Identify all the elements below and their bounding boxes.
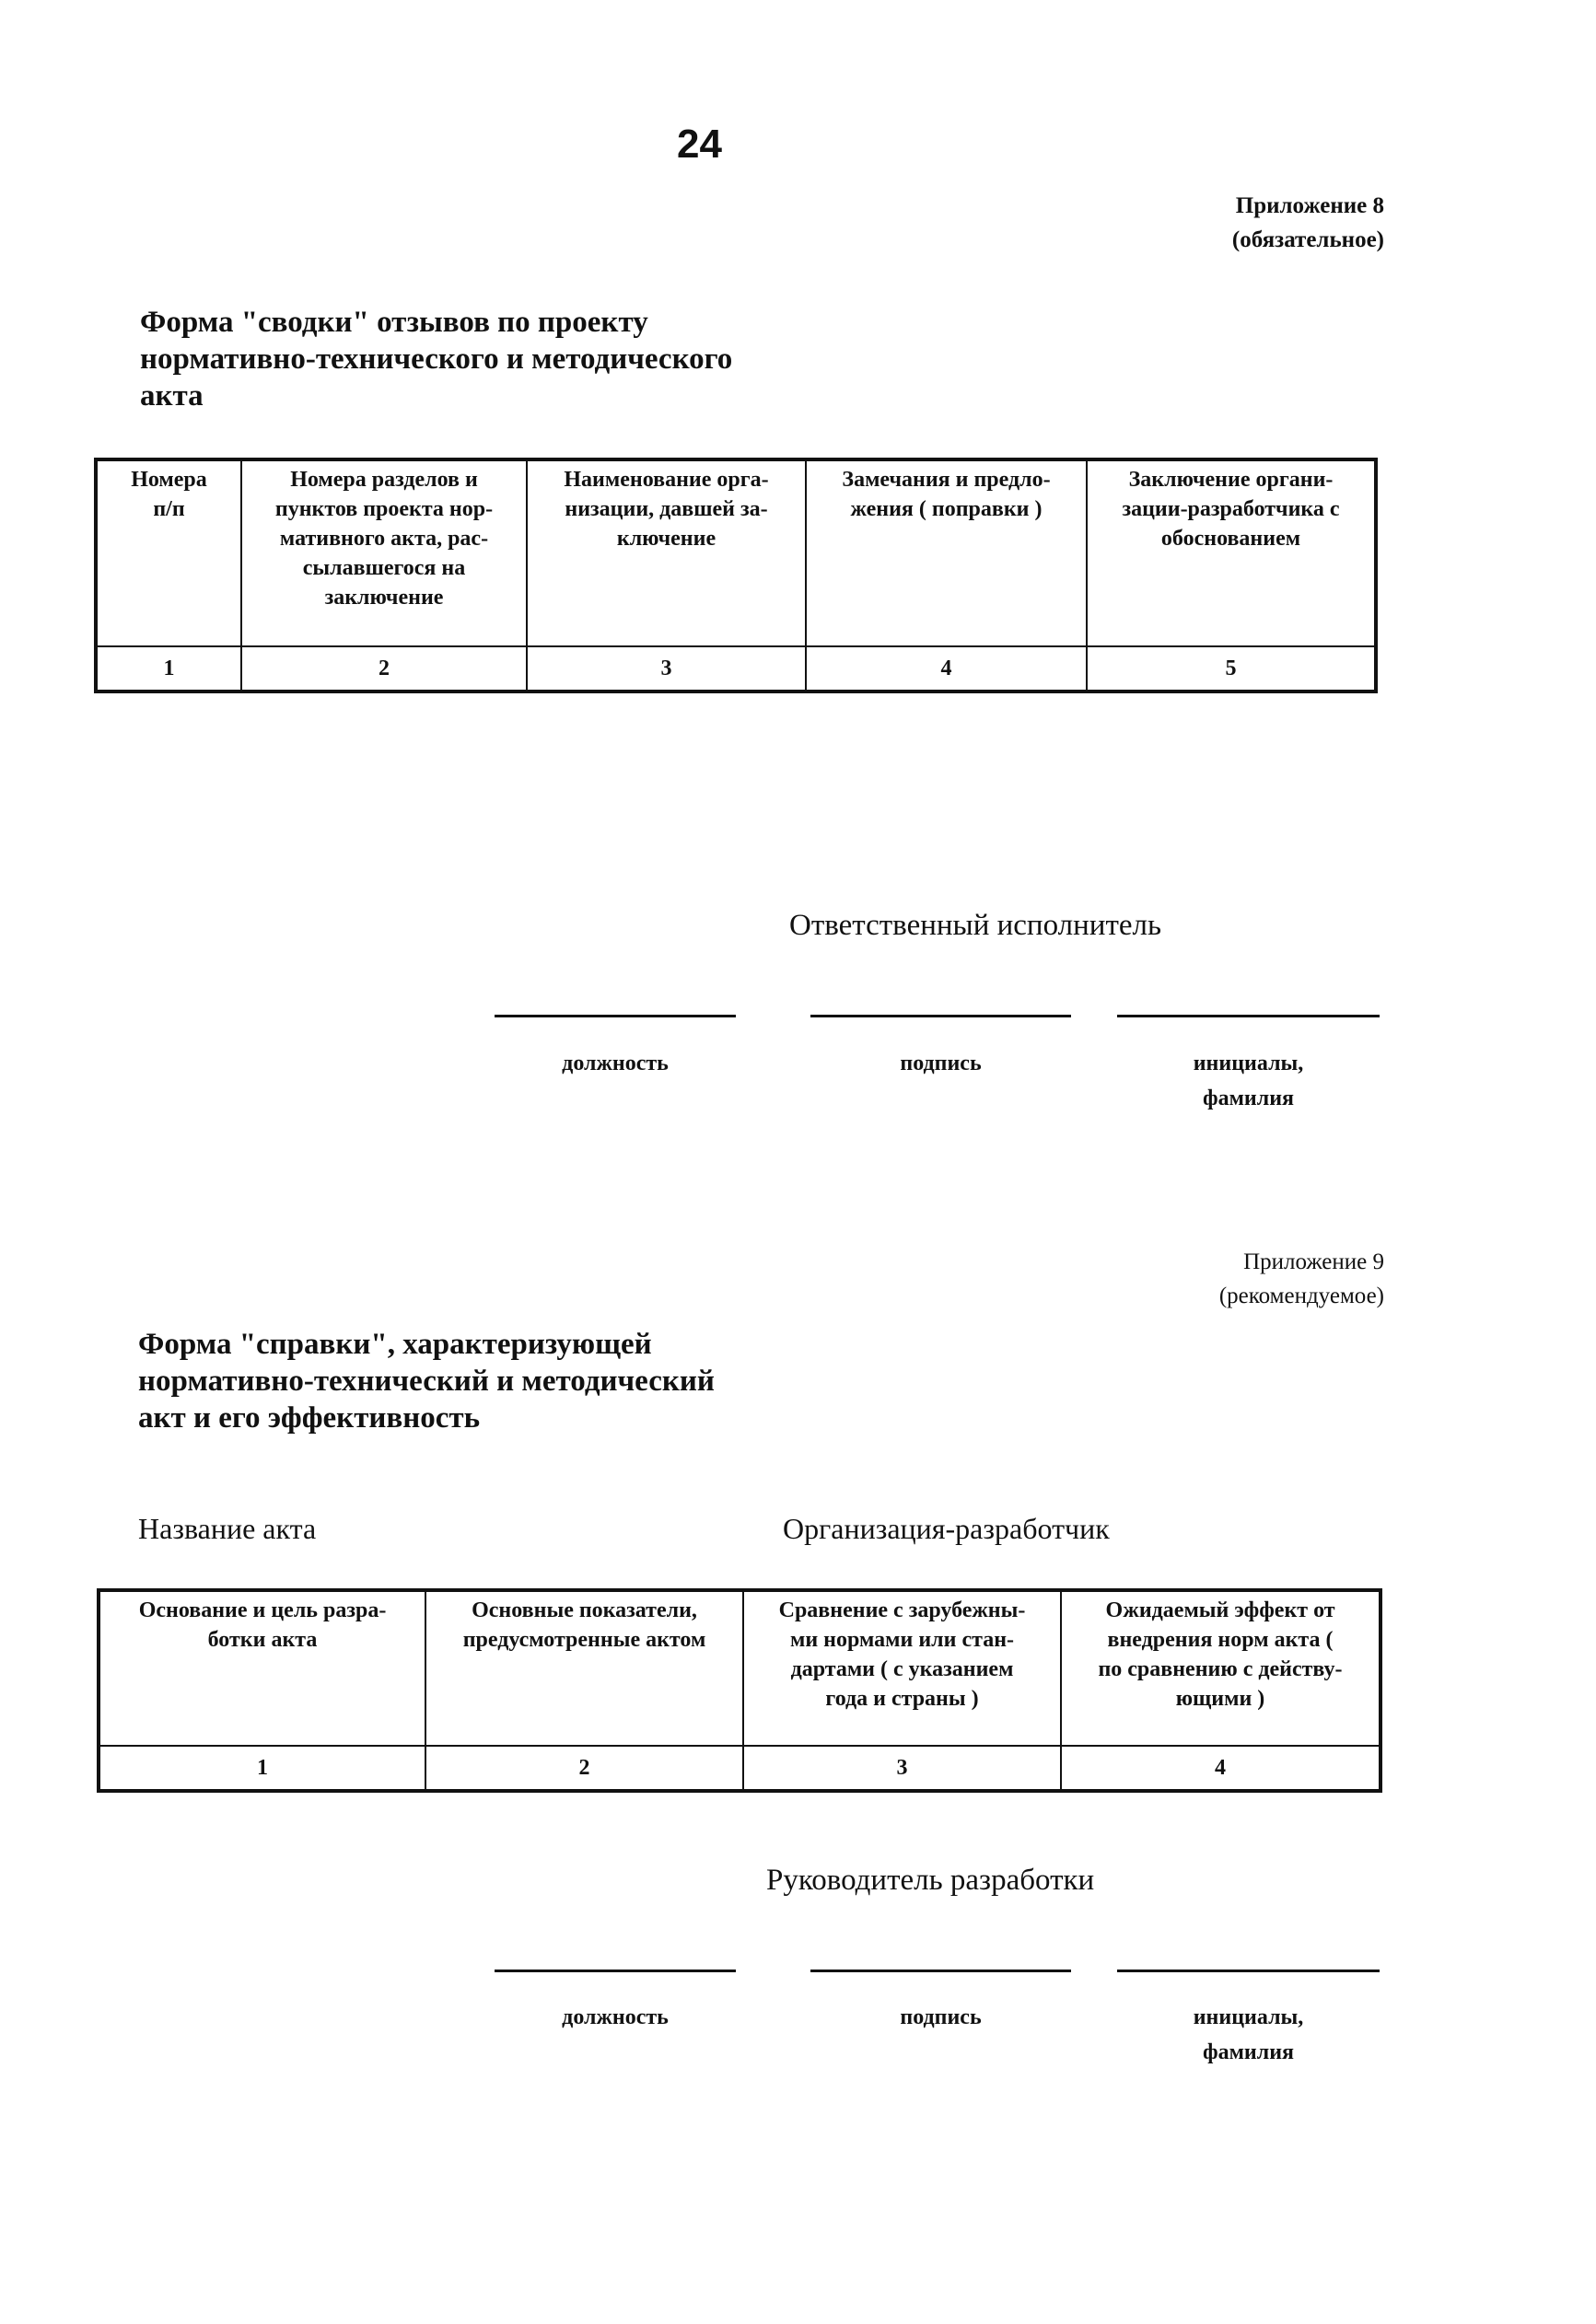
appendix-9-label: Приложение 9 xyxy=(1243,1249,1384,1274)
column-number: 1 xyxy=(96,646,241,691)
column-number: 5 xyxy=(1087,646,1376,691)
column-header: Основание и цель разра- ботки акта xyxy=(99,1590,425,1746)
development-head-title: Руководитель разработки xyxy=(766,1864,1095,1897)
column-number-row xyxy=(96,646,1376,691)
summary-table xyxy=(94,458,1378,693)
developer-organization-label: Организация-разработчик xyxy=(783,1512,1110,1545)
position-caption: должность xyxy=(562,2005,669,2029)
name-caption: инициалы, фамилия xyxy=(1193,1052,1304,1110)
position-line xyxy=(495,1015,736,1017)
signature-line xyxy=(810,1015,1071,1017)
position-caption: должность xyxy=(562,1052,669,1075)
column-header: Замечания и предло- жения ( поправки ) xyxy=(806,459,1087,646)
appendix-8-title xyxy=(140,304,732,414)
appendix-8-header xyxy=(1232,189,1384,257)
column-header: Ожидаемый эффект от внедрения норм акта ( по сравнению с действу- ющими ) xyxy=(1061,1590,1380,1746)
column-number: 3 xyxy=(743,1746,1061,1791)
name-caption: инициалы, фамилия xyxy=(1193,2005,1304,2064)
column-header: Заключение органи- зации-разработчика с обоснованием xyxy=(1087,459,1376,646)
appendix-9-header xyxy=(1219,1245,1384,1313)
column-number: 2 xyxy=(241,646,527,691)
column-header: Номера разделов и пунктов проекта нор- мативного акта, рас- сылавшегося на заключение xyxy=(241,459,527,646)
reference-table xyxy=(97,1588,1382,1793)
name-line xyxy=(1117,1970,1380,1972)
signature-line xyxy=(810,1970,1071,1972)
table-header-row xyxy=(99,1590,1380,1746)
column-number: 4 xyxy=(1061,1746,1380,1791)
appendix-8-status: (обязательное) xyxy=(1231,227,1384,252)
position-line xyxy=(495,1970,736,1972)
table-header-row xyxy=(96,459,1376,646)
page-number: 24 xyxy=(677,122,722,167)
column-number: 3 xyxy=(527,646,806,691)
column-header: Наименование орга- низации, давшей за- ключение xyxy=(527,459,806,646)
column-number: 2 xyxy=(425,1746,743,1791)
title-line: Форма "сводки" отзывов по проекту xyxy=(140,306,648,339)
appendix-8-label: Приложение 8 xyxy=(1235,193,1384,218)
signature-caption: подпись xyxy=(900,2005,982,2029)
title-line: акт и его эффективность xyxy=(138,1401,481,1435)
column-header: Сравнение с зарубежны- ми нормами или стан- дартами ( с указанием года и страны ) xyxy=(743,1590,1061,1746)
signature-caption: подпись xyxy=(900,1052,982,1075)
title-line: Форма "справки", характеризующей xyxy=(138,1328,652,1361)
responsible-executor-title: Ответственный исполнитель xyxy=(789,909,1162,942)
appendix-9-status: (рекомендуемое) xyxy=(1218,1284,1384,1308)
title-line: нормативно-технический и методический xyxy=(138,1365,715,1398)
appendix-9-title xyxy=(138,1326,715,1436)
name-line xyxy=(1117,1015,1380,1017)
column-header: Основные показатели, предусмотренные актом xyxy=(425,1590,743,1746)
column-number: 4 xyxy=(806,646,1087,691)
column-number-row xyxy=(99,1746,1380,1791)
column-header: Номера п/п xyxy=(96,459,241,646)
title-line: нормативно-технического и методического xyxy=(140,343,733,376)
title-line: акта xyxy=(140,379,204,413)
column-number: 1 xyxy=(99,1746,425,1791)
act-name-label: Название акта xyxy=(138,1512,317,1545)
